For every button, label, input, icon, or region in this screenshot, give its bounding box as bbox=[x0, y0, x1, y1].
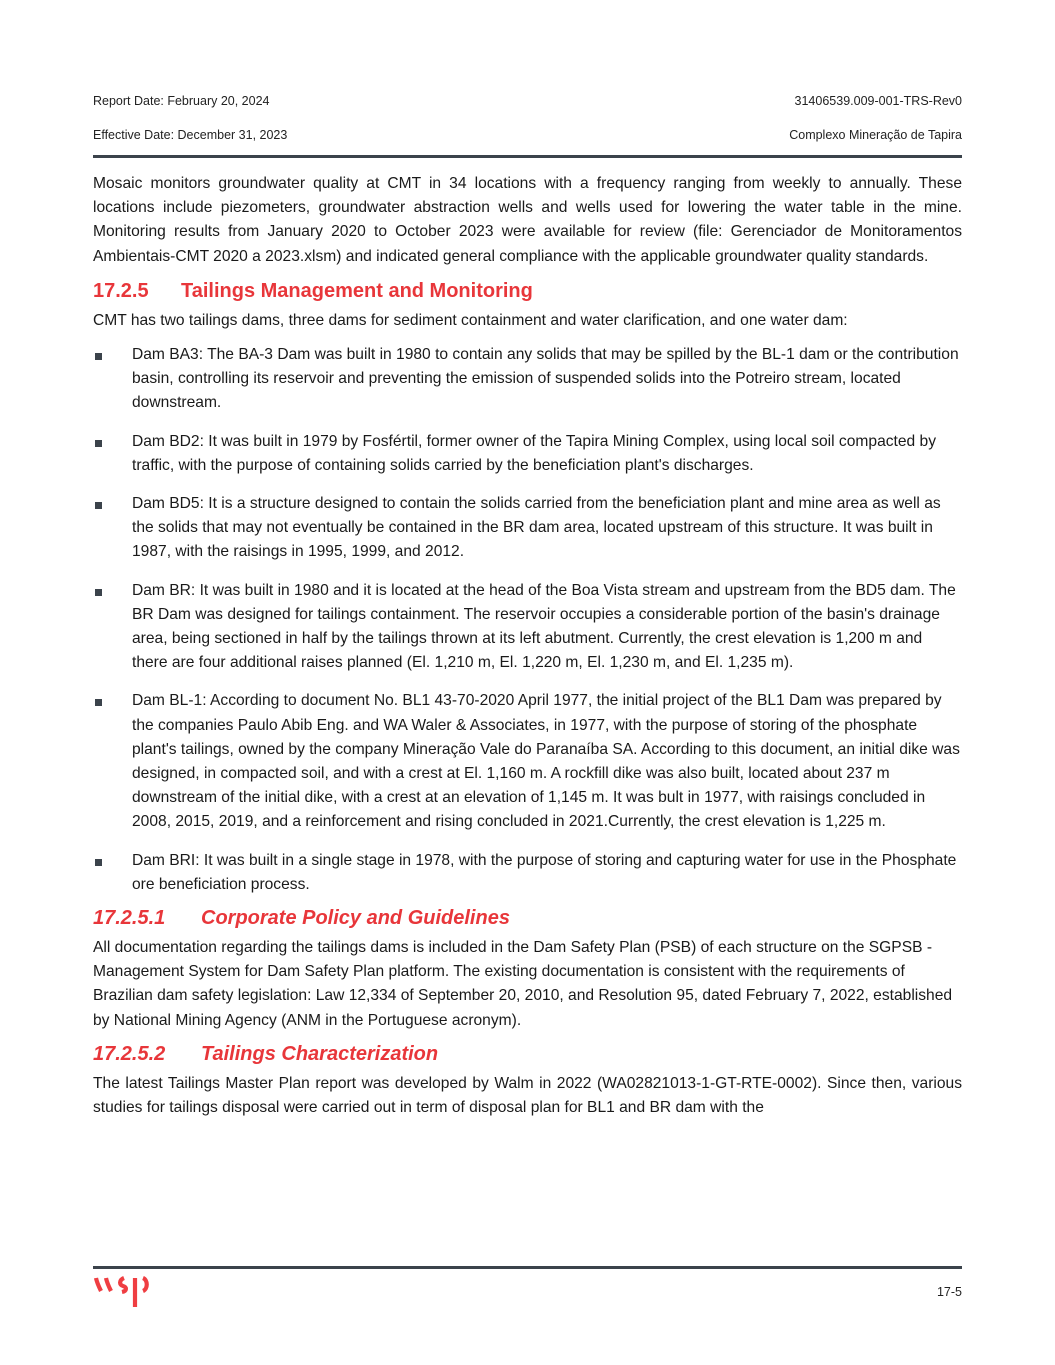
list-item-text: Dam BD5: It is a structure designed to contain the solids carried from the beneficiation plant and mine area as well as the solids that may not eventually be contained in the BR dam area, located upstream of this structure. It was built in 1987, with the raisings in 1995, 1999, and 2012. bbox=[132, 495, 941, 561]
list-item bbox=[93, 579, 962, 676]
section-number: 17.2.5.2 bbox=[93, 1042, 166, 1065]
policy-paragraph: All documentation regarding the tailings dams is included in the Dam Safety Plan (PSB) of each structure on the SGPSB - Management System for Dam Safety Plan platform. The existing documentation is consistent with the requirements of Brazilian dam safety legislation: Law 12,334 of September 20, 2010, and Resolution 95, dated February 7, 2022, established by National Mining Agency (ANM in the Portuguese acronym). bbox=[93, 939, 953, 1029]
list-item bbox=[93, 430, 962, 478]
page-number: 17-5 bbox=[936, 1285, 962, 1299]
wsp-logo-icon bbox=[92, 1274, 158, 1308]
list-item bbox=[93, 849, 962, 897]
list-item-text: Dam BR: It was built in 1980 and it is located at the head of the Boa Vista stream and upstream from the BD5 dam. The BR Dam was designed for tailings containment. The reservoir occupies a considerable portion of the basin's drainage area, being sectioned in half by the tailings thrown at its left abutment. Currently, the crest elevation is 1,200 m and there are four additional raises planned (El. 1,210 m, El. 1,220 m, El. 1,230 m, and El. 1,235 m). bbox=[132, 581, 956, 672]
square-bullet-icon bbox=[95, 502, 102, 509]
square-bullet-icon bbox=[95, 589, 102, 596]
list-item-text: Dam BL-1: According to document No. BL1 43-70-2020 April 1977, the initial project of the BL1 Dam was prepared by the companies Paulo Abib Eng. and WA Waler & Associates, in 1977, with the purpose of storing of the phosphate plant's tailings, owned by the company Mineração Vale do Paranaíba SA. According to this document, an initial dike was designed, in compacted soil, and with a crest at El. 1,160 m. A rockfill dike was also built, located about 237 m downstream of the initial dike, with a crest at an elevation of 1,145 m. It was bult in 1977, with raisings concluded in 2008, 2015, 2019, and a reinforcement and rising concluded in 2021.Currently, the crest elevation is 1,225 m. bbox=[132, 692, 960, 831]
section-number: 17.2.5 bbox=[93, 279, 149, 302]
section-title: Corporate Policy and Guidelines bbox=[201, 907, 510, 930]
list-item-text: Dam BA3: The BA-3 Dam was built in 1980 to contain any solids that may be spilled by the BL-1 dam or the contribution basin, controlling its reservoir and preventing the emission of suspended solids into the Potreiro stream, located downstream. bbox=[132, 346, 959, 412]
document-id: 31406539.009-001-TRS-Rev0 bbox=[794, 94, 962, 108]
list-item-text: Dam BRI: It was built in a single stage in 1978, with the purpose of storing and capturing water for use in the Phosphate ore beneficiation process. bbox=[132, 851, 957, 893]
section-heading-17-2-5-2 bbox=[93, 1041, 962, 1067]
section-number: 17.2.5.1 bbox=[93, 907, 166, 930]
effective-date: Effective Date: December 31, 2023 bbox=[93, 128, 288, 142]
header-row-1 bbox=[93, 90, 962, 124]
project-name: Complexo Mineração de Tapira bbox=[789, 128, 962, 142]
list-item bbox=[93, 343, 962, 416]
section-lead: CMT has two tailings dams, three dams for sediment containment and water clarification, and one water dam: bbox=[93, 311, 848, 329]
square-bullet-icon bbox=[95, 859, 102, 866]
characterization-paragraph: The latest Tailings Master Plan report was developed by Walm in 2022 (WA02821013-1-GT-RTE-0002). Since then, various studies for tailings disposal were carried out in term of disposal plan for BL1 and BR dam with the bbox=[93, 1074, 962, 1117]
list-item-text: Dam BD2: It was built in 1979 by Fosfértil, former owner of the Tapira Mining Complex, using local soil compacted by traffic, with the purpose of containing solids carried by the beneficiation plant's discharges. bbox=[132, 432, 937, 474]
square-bullet-icon bbox=[95, 353, 102, 360]
dam-list bbox=[93, 343, 962, 897]
page-header bbox=[93, 90, 962, 158]
report-date: Report Date: February 20, 2024 bbox=[93, 94, 270, 108]
footer-divider bbox=[93, 1266, 962, 1269]
section-heading-17-2-5 bbox=[93, 278, 962, 304]
square-bullet-icon bbox=[95, 699, 102, 706]
section-heading-17-2-5-1 bbox=[93, 905, 962, 931]
square-bullet-icon bbox=[95, 440, 102, 447]
list-item bbox=[93, 492, 962, 565]
list-item bbox=[93, 689, 962, 834]
page-content bbox=[93, 172, 962, 1120]
intro-paragraph: Mosaic monitors groundwater quality at CMT in 34 locations with a frequency ranging from weekly to annually. These locations include piezometers, groundwater abstraction wells and wells used for lowering the water table in the mine. Monitoring results from January 2020 to October 2023 were available for review (file: Gerenciador de Monitoramentos Ambientais-CMT 2020 a 2023.xlsm) and indicated general compliance with the applicable groundwater quality standards. bbox=[93, 175, 962, 265]
header-divider bbox=[93, 155, 962, 158]
header-row-2 bbox=[93, 124, 962, 158]
section-title: Tailings Management and Monitoring bbox=[181, 279, 533, 302]
section-title: Tailings Characterization bbox=[201, 1042, 439, 1065]
